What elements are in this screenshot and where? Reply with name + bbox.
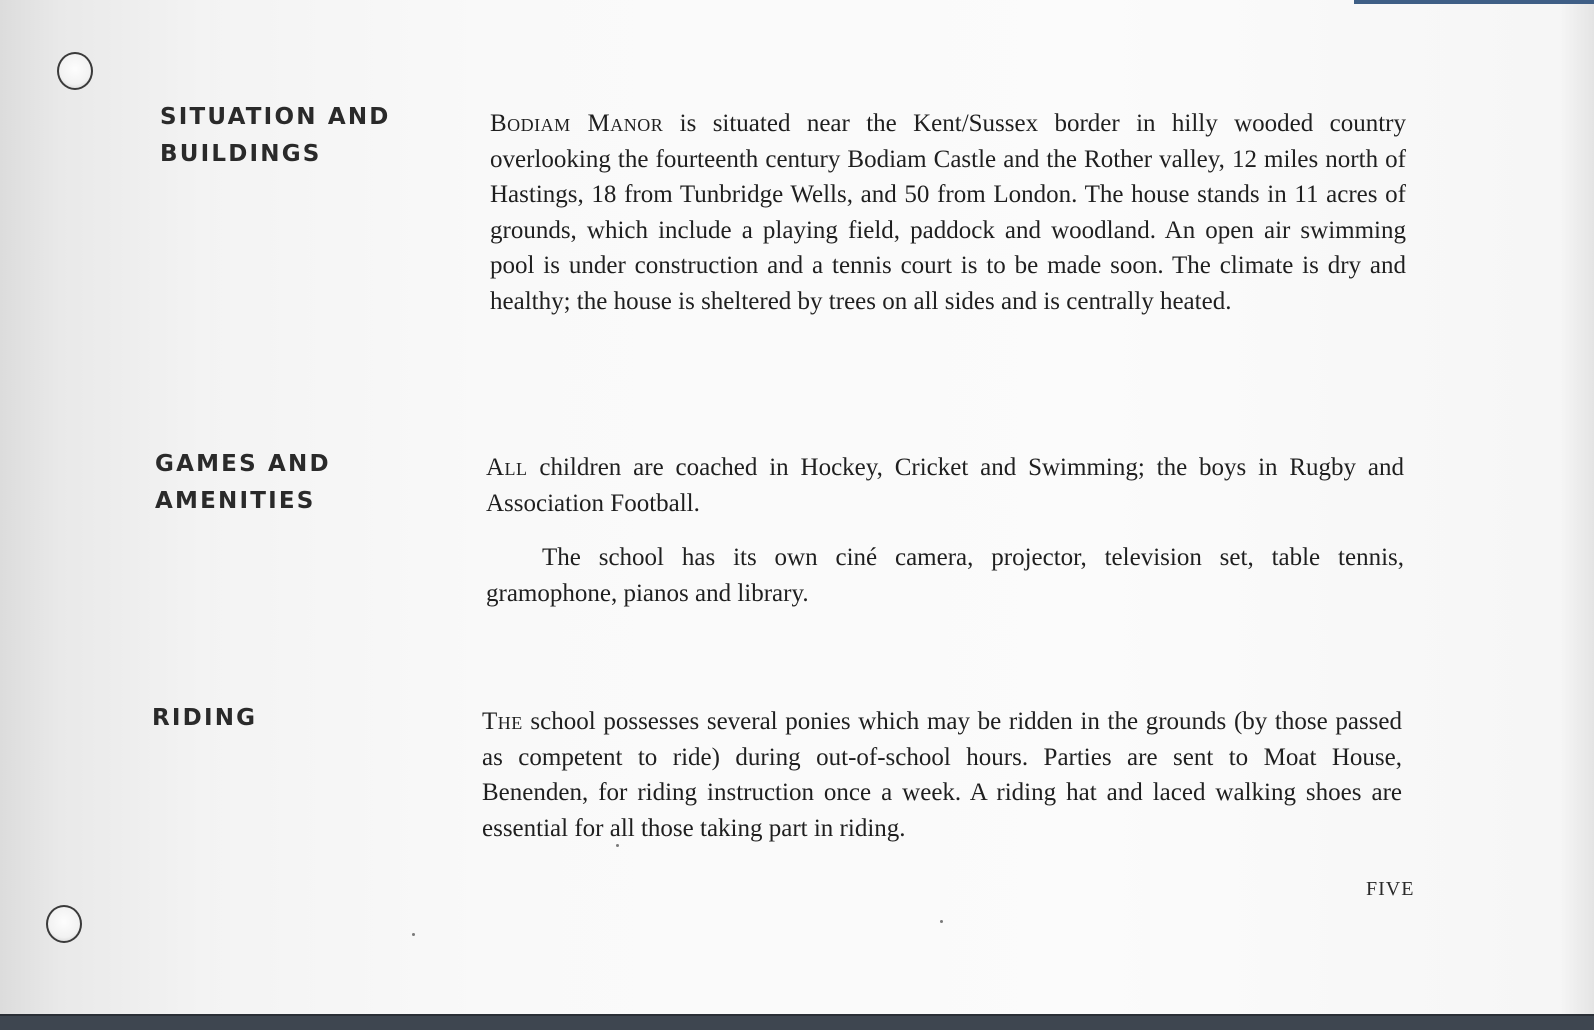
- lead-words: Bodiam Manor: [490, 110, 664, 137]
- section-heading-riding: [152, 700, 257, 737]
- paper-speck: [616, 844, 619, 847]
- heading-line: GAMES AND: [155, 451, 331, 477]
- paragraph-text: school possesses several ponies which may be ridden in the grounds (by those passed as competent to ride) during out-of-school hours. Parties are sent to Moat House, Benenden, for riding instruction once a week. A riding hat and laced walking shoes are essential for all those taking part in riding.: [482, 708, 1402, 842]
- section-body-situation: [490, 106, 1406, 319]
- heading-line: SITUATION AND: [160, 104, 391, 130]
- lead-words: All: [486, 454, 528, 481]
- section-heading-games: [155, 446, 331, 520]
- paper-speck: [940, 920, 943, 923]
- heading-line: AMENITIES: [155, 488, 316, 514]
- paragraph-text: children are coached in Hockey, Cricket and Swimming; the boys in Rugby and Association Football.: [486, 454, 1404, 517]
- section-body-amenities: The school has its own ciné camera, projector, television set, table tennis, gramophone, pianos and library.: [486, 544, 1404, 607]
- cover-edge: [1354, 0, 1594, 4]
- section-body-riding: [482, 704, 1402, 846]
- lead-words: The: [482, 708, 523, 735]
- page-number: FIVE: [1366, 878, 1415, 900]
- section-body-games: [486, 450, 1404, 521]
- paragraph-text: is situated near the Kent/Sussex border in hilly wooded country overlooking the fourteenth century Bodiam Castle and the Rother valley, 12 miles north of Hastings, 18 from Tunbridge Wells, and 50 from London. The house stands in 11 acres of grounds, which include a playing field, paddock and woodland. An open air swimming pool is under construction and a tennis court is to be made soon. The climate is dry and healthy; the house is sheltered by trees on all sides and is centrally heated.: [490, 110, 1407, 315]
- punch-hole-icon: [46, 905, 82, 943]
- paper-speck: [412, 933, 415, 936]
- section-heading-situation: [160, 99, 391, 173]
- heading-line: BUILDINGS: [160, 141, 322, 167]
- punch-hole-icon: [57, 52, 93, 90]
- heading-line: RIDING: [152, 705, 258, 731]
